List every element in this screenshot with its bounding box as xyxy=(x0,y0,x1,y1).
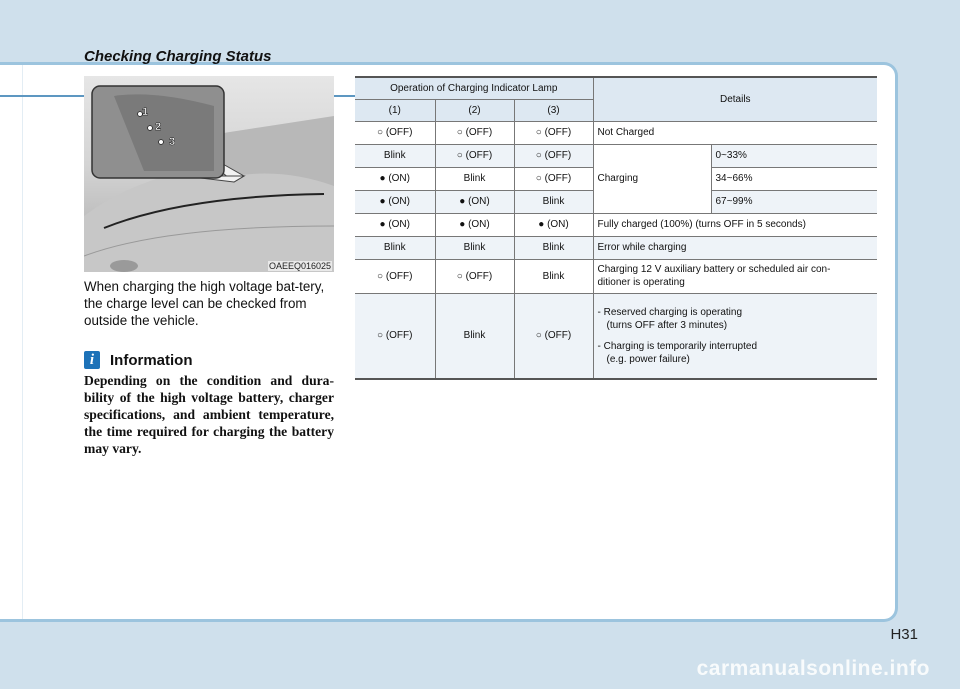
table-row xyxy=(355,144,877,167)
lamp-off-icon: ○ xyxy=(535,173,542,184)
lamp-state: (ON) xyxy=(388,196,410,207)
lamp-state: Blink xyxy=(435,236,514,259)
lamp-off-icon: ○ xyxy=(377,330,384,342)
table-row xyxy=(355,121,877,144)
callout-3: 3 xyxy=(169,136,176,148)
lamp-on-icon: ● xyxy=(538,219,545,230)
information-header xyxy=(84,349,193,371)
lamp-state: Blink xyxy=(383,150,406,161)
information-title: Information xyxy=(110,351,193,369)
lamp-on-icon: ● xyxy=(459,196,466,207)
lamp-on-icon: ● xyxy=(379,219,386,230)
header-lamp-3: (3) xyxy=(514,99,593,121)
lamp-state: Blink xyxy=(463,330,486,342)
row-details: Not Charged xyxy=(593,121,877,144)
callout-1: 1 xyxy=(142,106,149,118)
lamp-state: Blink xyxy=(355,236,435,259)
lamp-state: Blink xyxy=(542,270,565,282)
page-number: H31 xyxy=(890,626,918,643)
lamp-state: Blink xyxy=(463,173,486,184)
lamp-on-icon: ● xyxy=(379,173,386,184)
lamp-on-icon: ● xyxy=(379,196,386,207)
information-text: Depending on the condition and dura-bility of the high voltage battery, charger specifications, and ambient temperature, the time required for charging the battery may vary. xyxy=(84,373,334,456)
charging-status-table xyxy=(355,76,877,380)
row-details: Charging xyxy=(593,144,711,213)
charge-range: 67~99% xyxy=(711,190,877,213)
lamp-state: (OFF) xyxy=(544,127,572,138)
lamp-state: Blink xyxy=(542,196,565,207)
lamp-on-icon: ● xyxy=(459,219,466,230)
lamp-state: (ON) xyxy=(468,219,490,230)
header-lamp-2: (2) xyxy=(435,99,514,121)
callout-2: 2 xyxy=(155,121,162,133)
charging-indicator-figure xyxy=(84,76,334,272)
charge-range: 34~66% xyxy=(711,167,877,190)
row-details: Error while charging xyxy=(593,236,877,259)
lamp-state: (OFF) xyxy=(465,127,493,138)
lamp-off-icon: ○ xyxy=(377,270,384,282)
header-details: Details xyxy=(593,77,877,121)
margin-rule xyxy=(22,65,23,619)
table-row xyxy=(355,236,877,259)
watermark: carmanualsonline.info xyxy=(696,657,930,680)
lamp-state: (ON) xyxy=(388,219,410,230)
lamp-off-icon: ○ xyxy=(456,270,463,282)
lamp-off-icon: ○ xyxy=(456,150,463,161)
table-row xyxy=(355,213,877,236)
lamp-state: (OFF) xyxy=(544,173,572,184)
section-title: Checking Charging Status xyxy=(84,48,272,65)
lamp-state: (OFF) xyxy=(465,270,493,282)
body-text: When charging the high voltage bat-tery, the charge level can be checked from outside the vehicle. xyxy=(84,279,325,328)
lamp-state: (ON) xyxy=(547,219,569,230)
header-lamp-1: (1) xyxy=(355,99,435,121)
header-lamp-operation: Operation of Charging Indicator Lamp xyxy=(355,77,593,99)
lamp-state: (OFF) xyxy=(385,270,413,282)
table-row xyxy=(355,259,877,293)
lamp-state: (ON) xyxy=(388,173,410,184)
lamp-state: (OFF) xyxy=(465,150,493,161)
lamp-off-icon: ○ xyxy=(535,330,542,342)
car-hood-illustration xyxy=(84,76,334,272)
details-line: (e.g. power failure) xyxy=(606,353,690,365)
lamp-state: (OFF) xyxy=(544,330,572,342)
lamp-off-icon: ○ xyxy=(456,127,463,138)
row-details xyxy=(593,293,877,379)
row-details: Fully charged (100%) (turns OFF in 5 seconds) xyxy=(593,213,877,236)
figure-code: OAEEQ016025 xyxy=(268,261,331,271)
details-line: - Reserved charging is operating xyxy=(597,306,743,318)
lamp-state: Blink xyxy=(514,236,593,259)
lamp-state: (OFF) xyxy=(385,127,413,138)
charge-range: 0~33% xyxy=(711,144,877,167)
info-icon: i xyxy=(84,351,100,369)
lamp-state: (OFF) xyxy=(385,330,413,342)
details-line: ditioner is operating xyxy=(597,277,685,288)
lamp-state: (OFF) xyxy=(544,150,572,161)
lamp-off-icon: ○ xyxy=(535,150,542,161)
table-row xyxy=(355,293,877,379)
details-line: - Charging is temporarily interrupted xyxy=(597,340,758,352)
lamp-off-icon: ○ xyxy=(535,127,542,138)
details-line: Charging 12 V auxiliary battery or scheduled air con- xyxy=(597,264,831,275)
lamp-state: (ON) xyxy=(468,196,490,207)
lamp-off-icon: ○ xyxy=(377,127,384,138)
row-details xyxy=(593,259,877,293)
details-line: (turns OFF after 3 minutes) xyxy=(606,319,728,331)
